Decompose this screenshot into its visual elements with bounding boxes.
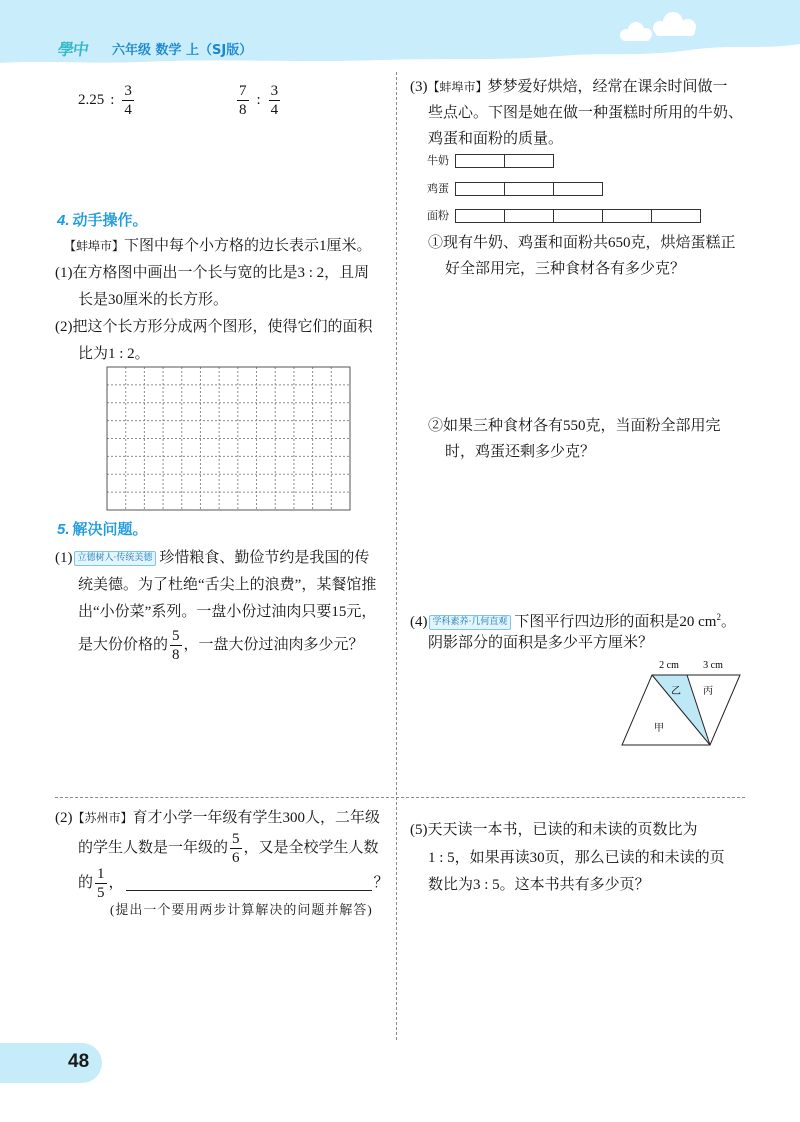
question-number: (3) (410, 79, 428, 95)
bar-unit (455, 209, 505, 223)
question-text: 阴影部分的面积是多少平方厘米？ (428, 635, 654, 651)
bar-unit (455, 154, 505, 168)
intro-text: 下图中每个小方格的边长表示1厘米。 (124, 238, 372, 254)
page-number: 48 (68, 1051, 90, 1072)
region-label-bing: 丙 (703, 686, 713, 697)
sub-question-text: 好全部用完，三种食材各有多少克？ (445, 261, 686, 277)
question-5-1-line4 (78, 628, 364, 662)
question-3-line1 (410, 77, 728, 97)
numerator: 3 (124, 82, 132, 99)
question-text: (1)在方格图中画出一个长与宽的比是3 : 2，且周 (55, 265, 370, 281)
question-text: 1 : 5，如果再读30页，那么已读的和未读的页 (428, 850, 725, 866)
question-text: 出“小份菜”系列。一盘小份过油肉只要15元， (78, 604, 377, 620)
question-text: 长是30厘米的长方形。 (78, 292, 229, 308)
denominator: 8 (239, 101, 247, 118)
section-4-intro (64, 236, 372, 256)
fraction (170, 628, 182, 663)
fraction (269, 83, 281, 118)
denominator: 4 (270, 101, 279, 118)
bar-label-flour: 面粉 (427, 210, 449, 222)
answer-blank (126, 875, 372, 891)
region-label-yi: 乙 (671, 686, 681, 697)
decimal-term: 2.25 (78, 92, 105, 108)
numerator: 1 (97, 865, 105, 882)
section-heading: 动手操作。 (72, 212, 148, 229)
numerator: 7 (239, 82, 247, 99)
ratio-exercise-2 (235, 83, 282, 117)
denominator: 5 (97, 884, 105, 901)
question-number: (2) (55, 810, 73, 826)
question-text: ， (108, 875, 124, 891)
brand-logo: 學中 (56, 40, 90, 59)
bar-unit (504, 209, 554, 223)
square-grid (106, 366, 351, 511)
bar-unit (553, 182, 603, 196)
question-text: 的学生人数是一年级的 (78, 840, 229, 856)
segment-label-right: 3 cm (703, 660, 723, 671)
question-text: (5)天天读一本书，已读的和未读的页数比为 (410, 822, 698, 838)
bar-unit (504, 182, 554, 196)
header-band (0, 0, 800, 72)
question-text: 比为1 : 2。 (78, 346, 150, 362)
bar-flour (455, 209, 701, 223)
bar-eggs (455, 182, 603, 196)
row-divider (55, 797, 745, 798)
question-number: (1) (55, 550, 73, 566)
question-5-2-line2 (78, 831, 379, 865)
column-divider (396, 72, 397, 1040)
source-tag: 【蚌埠市】 (427, 80, 488, 94)
section-heading: 解决问题。 (72, 521, 148, 538)
fraction (95, 866, 107, 901)
question-5-2-line3 (78, 866, 389, 900)
denominator: 6 (232, 849, 240, 866)
question-text: 梦梦爱好烘焙，经常在课余时间做一 (487, 79, 728, 95)
segment-label-left: 2 cm (659, 660, 679, 671)
bar-unit (455, 182, 505, 196)
topic-badge: 学科素养·几何直观 (429, 615, 512, 630)
question-text: 下图平行四边形的面积是20 cm (514, 614, 717, 630)
question-text: (2)把这个长方形分成两个图形，使得它们的面积 (55, 319, 373, 335)
bar-unit (553, 209, 603, 223)
sub-question-text: ②如果三种食材各有550克，当面粉全部用完 (428, 418, 721, 434)
bar-label-milk: 牛奶 (427, 155, 449, 167)
book-title: 六年级 数学 上（SJ版） (112, 43, 253, 58)
question-text: 数比为3 : 5。这本书共有多少页？ (428, 877, 650, 893)
question-text: ，一盘大份过油肉多少元？ (183, 637, 364, 653)
topic-badge: 立德树人·传统美德 (74, 551, 157, 566)
sub-question-text: ①现有牛奶、鸡蛋和面粉共650克，烘焙蛋糕正 (428, 235, 736, 251)
section-5-title (57, 520, 148, 540)
ratio-colon: : (256, 92, 261, 108)
fraction (237, 83, 249, 118)
parallelogram-figure (612, 656, 746, 750)
question-text: 是大份价格的 (78, 637, 169, 653)
numerator: 3 (270, 82, 279, 99)
bar-label-eggs: 鸡蛋 (427, 183, 449, 195)
question-text: 些点心。下图是她在做一种蛋糕时所用的牛奶、 (428, 105, 744, 121)
region-label-jia: 甲 (654, 723, 664, 734)
bar-milk (455, 154, 554, 168)
section-number: 4. (57, 212, 70, 229)
question-text: 。 (720, 614, 736, 630)
numerator: 5 (232, 830, 240, 847)
bar-unit (504, 154, 554, 168)
section-4-title (57, 211, 148, 231)
question-text: 育才小学一年级有学生300人，二年级 (132, 810, 381, 826)
question-text: ，又是全校学生人数 (243, 840, 379, 856)
fraction (122, 83, 134, 118)
question-text: 珍惜粮食、勤俭节约是我国的传 (159, 550, 370, 566)
question-text: 统美德。为了杜绝“舌尖上的浪费”，某餐馆推 (78, 577, 377, 593)
source-tag: 【蚌埠市】 (64, 239, 125, 253)
fraction (230, 831, 242, 866)
ratio-colon: : (110, 92, 115, 108)
denominator: 8 (172, 646, 180, 663)
denominator: 4 (124, 101, 132, 118)
question-4-line1 (410, 607, 736, 632)
source-tag: 【苏州市】 (72, 811, 133, 825)
instruction-note: (提出一个要用两步计算解决的问题并解答) (110, 902, 373, 917)
question-text: 鸡蛋和面粉的质量。 (428, 131, 564, 147)
section-number: 5. (57, 521, 70, 538)
question-text: ？ (373, 875, 389, 891)
bar-unit (651, 209, 701, 223)
numerator: 5 (172, 627, 180, 644)
ratio-exercise-1 (78, 83, 136, 117)
superscript: 2 (716, 612, 721, 622)
question-text: 的 (78, 875, 94, 891)
question-number: (4) (410, 614, 428, 630)
question-5-2-line1 (55, 808, 380, 828)
question-5-1-line1 (55, 548, 369, 568)
bar-unit (602, 209, 652, 223)
sub-question-text: 时，鸡蛋还剩多少克？ (445, 444, 596, 460)
